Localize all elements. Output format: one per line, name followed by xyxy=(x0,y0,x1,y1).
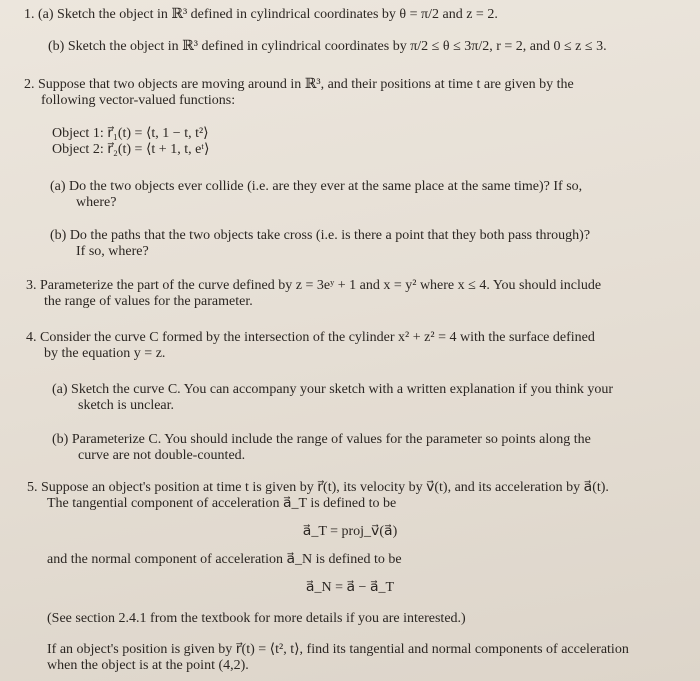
q5-equation-tangential: a⃗_T = proj_v⃗(a⃗) xyxy=(302,524,398,539)
q2-b: (b) Do the paths that the two objects take cross (i.e. is there a point that they both pass through)? xyxy=(50,228,591,243)
q5-normal-def: and the normal component of acceleration a⃗_N is defined to be xyxy=(47,552,402,567)
q5-task: If an object's position is given by r⃗(t) = ⟨t², t⟩, find its tangential and normal components of acceleration xyxy=(47,642,629,657)
q2-text-cont: following vector-valued functions: xyxy=(41,93,236,108)
q4-a: (a) Sketch the curve C. You can accompany your sketch with a written explanation if you think your xyxy=(52,382,614,397)
q2-text: 2. Suppose that two objects are moving around in ℝ³, and their positions at time t are given by the xyxy=(24,77,574,92)
q5-note: (See section 2.4.1 from the textbook for more details if you are interested.) xyxy=(47,611,466,626)
q1-b: (b) Sketch the object in ℝ³ defined in cylindrical coordinates by π/2 ≤ θ ≤ 3π/2, r = 2, and 0 ≤ z ≤ 3. xyxy=(48,39,607,54)
q5-text: 5. Suppose an object's position at time t is given by r⃗(t), its velocity by v⃗(t), and its acceleration by a⃗(t). xyxy=(27,480,609,495)
q4-text-cont: by the equation y = z. xyxy=(44,346,166,361)
q2-a: (a) Do the two objects ever collide (i.e. are they ever at the same place at the same time)? If so, xyxy=(50,179,583,194)
q5-task-cont: when the object is at the point (4,2). xyxy=(47,658,249,673)
q3-text: 3. Parameterize the part of the curve defined by z = 3eʸ + 1 and x = y² where x ≤ 4. You should include xyxy=(26,278,602,293)
q4-b: (b) Parameterize C. You should include the range of values for the parameter so points along the xyxy=(52,432,591,447)
q4-a-cont: sketch is unclear. xyxy=(78,398,175,413)
q5-equation-normal: a⃗_N = a⃗ − a⃗_T xyxy=(305,580,395,595)
q2-object2: Object 2: r⃗₂(t) = ⟨t + 1, t, eᵗ⟩ xyxy=(52,142,210,157)
q2-b-cont: If so, where? xyxy=(76,244,149,259)
q1-a: 1. (a) Sketch the object in ℝ³ defined in cylindrical coordinates by θ = π/2 and z = 2. xyxy=(24,7,498,22)
q4-b-cont: curve are not double-counted. xyxy=(78,448,246,463)
q4-text: 4. Consider the curve C formed by the intersection of the cylinder x² + z² = 4 with the surface defined xyxy=(26,330,595,345)
q2-object1: Object 1: r⃗₁(t) = ⟨t, 1 − t, t²⟩ xyxy=(52,126,209,141)
q5-text-cont: The tangential component of acceleration a⃗_T is defined to be xyxy=(47,496,397,511)
q2-a-cont: where? xyxy=(76,195,117,210)
q3-text-cont: the range of values for the parameter. xyxy=(44,294,253,309)
